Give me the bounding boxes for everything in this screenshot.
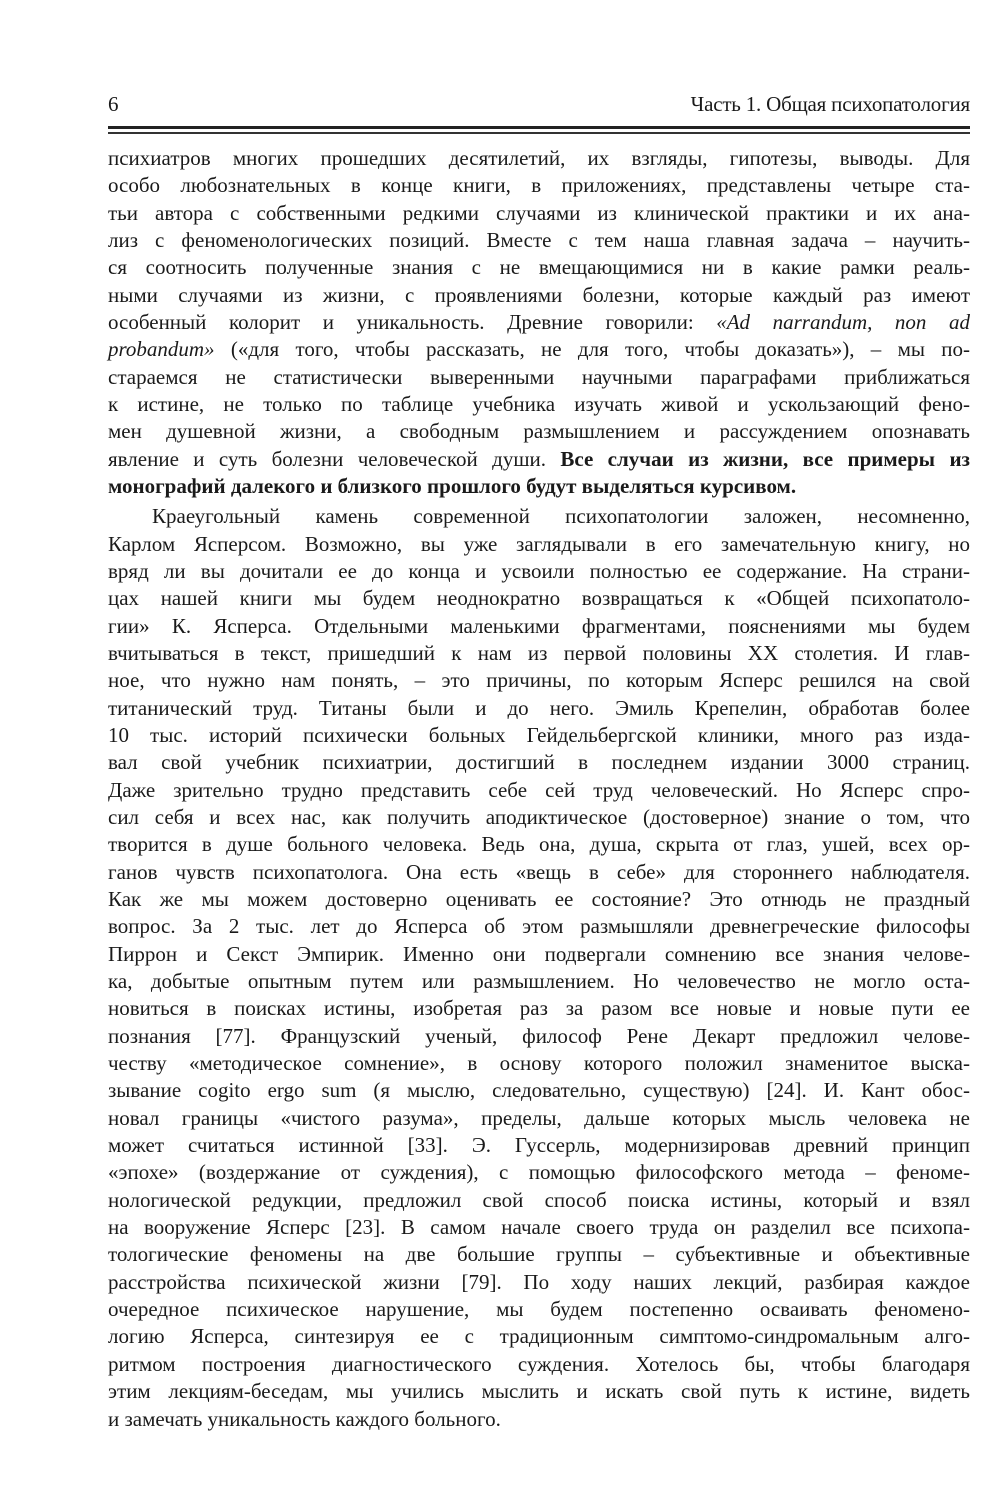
text-segment: к истине, не только по таблице учебника изучать живой и ускользающий фено- <box>108 392 970 417</box>
text-line <box>108 1323 970 1350</box>
text-segment: зывание cogito ergo sum (я мыслю, следовательно, существую) [24]. И. Кант обос- <box>108 1078 970 1103</box>
text-segment: новиться в поисках истины, изобретая раз за разом все новые и новые пути ее <box>108 996 970 1021</box>
text-line <box>108 1351 970 1378</box>
text-line <box>108 1296 970 1323</box>
text-line <box>108 995 970 1022</box>
text-segment: нологической редукции, предложил свой способ поиска истины, который и взял <box>108 1187 970 1212</box>
text-line <box>108 558 970 585</box>
text-segment: Пиррон и Секст Эмпирик. Именно они подвергали сомнению все знания челове- <box>108 941 970 966</box>
text-segment: лиз с феноменологических позиций. Вместе с тем наша главная задача – научить- <box>108 228 970 253</box>
text-line <box>108 145 970 172</box>
text-line <box>108 503 970 530</box>
text-line <box>108 391 970 418</box>
text-line <box>108 640 970 667</box>
text-line <box>108 1132 970 1159</box>
text-segment: очередное психическое нарушение, мы будем постепенно осваивать феномено- <box>108 1297 970 1322</box>
text-segment: цах нашей книги мы будем неоднократно возвращаться к «Общей психопатоло- <box>108 586 970 611</box>
text-line <box>108 913 970 940</box>
text-segment: ритмом построения диагностического суждения. Хотелось бы, чтобы благодаря <box>108 1351 970 1376</box>
text-segment: расстройства психической жизни [79]. По ходу наших лекций, разбирая каждое <box>108 1269 970 1294</box>
text-segment: Даже зрительно трудно представить себе сей труд человеческий. Но Ясперс спро- <box>108 777 970 802</box>
text-segment: на вооружение Ясперс [23]. В самом начале своего труда он разделил все психопа- <box>108 1215 970 1240</box>
text-line <box>108 446 970 473</box>
text-segment: ными случаями из жизни, с проявлениями болезни, которые каждый раз имеют <box>108 282 970 307</box>
text-segment: психиатров многих прошедших десятилетий, их взгляды, гипотезы, выводы. Для <box>108 146 970 170</box>
text-line <box>108 1077 970 1104</box>
text-segment: Как же мы можем достоверно оценивать ее состояние? Это отнюдь не праздный <box>108 886 970 911</box>
text-segment: творится в душе больного человека. Ведь она, душа, скрыта от глаз, ушей, всех ор- <box>108 832 970 857</box>
header-rule-thin <box>108 132 970 134</box>
page-number: 6 <box>108 92 119 116</box>
text-line <box>108 227 970 254</box>
text-line <box>108 336 970 363</box>
text-line <box>108 364 970 391</box>
text-line <box>108 418 970 445</box>
text-line <box>108 473 970 500</box>
italic-text: «Ad narrandum, non ad <box>716 310 970 335</box>
text-line <box>108 804 970 831</box>
text-segment: стараемся не статистически выверенными научными параграфами приближаться <box>108 364 970 389</box>
text-segment: вчитываться в текст, пришедший к нам из первой половины XX столетия. И глав- <box>108 640 970 665</box>
text-line <box>108 531 970 558</box>
text-line <box>108 1406 970 1433</box>
text-segment: новал границы «чистого разума», пределы, дальше которых мысль человека не <box>108 1105 970 1130</box>
italic-text: probandum» <box>108 337 215 362</box>
text-segment: честву «методическое сомнение», в основу которого положил знаменитое выска- <box>108 1051 970 1076</box>
text-line <box>108 859 970 886</box>
text-segment: вряд ли вы дочитали ее до конца и усвоили полностью ее содержание. На страни- <box>108 558 970 583</box>
running-title: Часть 1. Общая психопатология <box>690 92 970 116</box>
page-header <box>108 92 970 122</box>
text-segment: «эпохе» (воздержание от суждения), с помощью философского метода – феноме- <box>108 1160 970 1185</box>
text-segment: ганов чувств психопатолога. Она есть «вещь в себе» для стороннего наблюдателя. <box>108 859 970 884</box>
text-line <box>108 831 970 858</box>
header-rule-thick <box>108 126 970 129</box>
text-segment: Краеугольный камень современной психопатологии заложен, несомненно, <box>152 504 970 529</box>
text-segment: и замечать уникальность каждого больного. <box>108 1406 501 1431</box>
bold-text: монографий далекого и близкого прошлого будут выделяться курсивом. <box>108 474 797 499</box>
text-line <box>108 1023 970 1050</box>
text-segment: («для того, чтобы рассказать, не для того, чтобы доказать»), – мы по- <box>214 337 970 362</box>
text-segment: титанический труд. Титаны были и до него. Эмиль Крепелин, обработав более <box>108 695 970 720</box>
text-segment: познания [77]. Французский ученый, философ Рене Декарт предложил челове- <box>108 1023 970 1048</box>
bold-text: Все случаи из жизни, все примеры из <box>560 446 970 471</box>
text-segment: явление и суть болезни человеческой души. <box>108 446 561 471</box>
text-segment: вопрос. За 2 тыс. лет до Ясперса об этом размышляли древнегреческие философы <box>108 914 970 939</box>
text-segment: ся соотносить полученные знания с не вмещающимися ни в какие рамки реаль- <box>108 255 970 280</box>
text-line <box>108 667 970 694</box>
text-line <box>108 1378 970 1405</box>
text-segment: особо любознательных в конце книги, в приложениях, представлены четыре ста- <box>108 173 970 198</box>
text-segment: тьи автора с собственными редкими случаями из клинической практики и их ана- <box>108 200 970 225</box>
text-line <box>108 722 970 749</box>
text-line <box>108 282 970 309</box>
paragraph <box>108 503 970 1433</box>
text-line <box>108 749 970 776</box>
text-line <box>108 777 970 804</box>
text-segment: тологические феномены на две большие группы – субъективные и объективные <box>108 1242 970 1267</box>
paragraph <box>108 145 970 500</box>
text-line <box>108 254 970 281</box>
text-line <box>108 968 970 995</box>
text-segment: мен душевной жизни, а свободным размышлением и рассуждением опознавать <box>108 419 970 444</box>
text-line <box>108 1159 970 1186</box>
text-segment: 10 тыс. историй психически больных Гейдельбергской клиники, много раз изда- <box>108 722 970 747</box>
text-segment: ное, что нужно нам понять, – это причины, по которым Ясперс решился на свой <box>108 668 970 693</box>
text-line <box>108 1241 970 1268</box>
text-line <box>108 1269 970 1296</box>
text-line <box>108 886 970 913</box>
text-segment: может считаться истинной [33]. Э. Гуссерль, модернизировав древний принцип <box>108 1133 970 1158</box>
text-line <box>108 941 970 968</box>
text-line <box>108 309 970 336</box>
text-line <box>108 1050 970 1077</box>
text-segment: ка, добытые опытным путем или размышлением. Но человечество не могло оста- <box>108 969 970 993</box>
text-segment: логию Ясперса, синтезируя ее с традиционным симптомо-синдромальным алго- <box>108 1324 970 1349</box>
text-line <box>108 585 970 612</box>
text-segment: особенный колорит и уникальность. Древние говорили: <box>108 310 717 335</box>
body-text <box>108 145 970 1436</box>
text-line <box>108 172 970 199</box>
text-line <box>108 1187 970 1214</box>
text-line <box>108 1214 970 1241</box>
text-segment: Карлом Ясперсом. Возможно, вы уже заглядывали в его замечательную книгу, но <box>108 531 970 556</box>
text-line <box>108 613 970 640</box>
text-line <box>108 200 970 227</box>
text-line <box>108 1105 970 1132</box>
text-line <box>108 695 970 722</box>
text-segment: этим лекциям-беседам, мы учились мыслить и искать свой путь к истине, видеть <box>108 1379 970 1404</box>
text-segment: сил себя и всех нас, как получить аподиктическое (достоверное) знание о том, что <box>108 804 970 829</box>
text-segment: гии» К. Ясперса. Отдельными маленькими фрагментами, пояснениями мы будем <box>108 613 970 638</box>
text-segment: вал свой учебник психиатрии, достигший в последнем издании 3000 страниц. <box>108 750 970 775</box>
